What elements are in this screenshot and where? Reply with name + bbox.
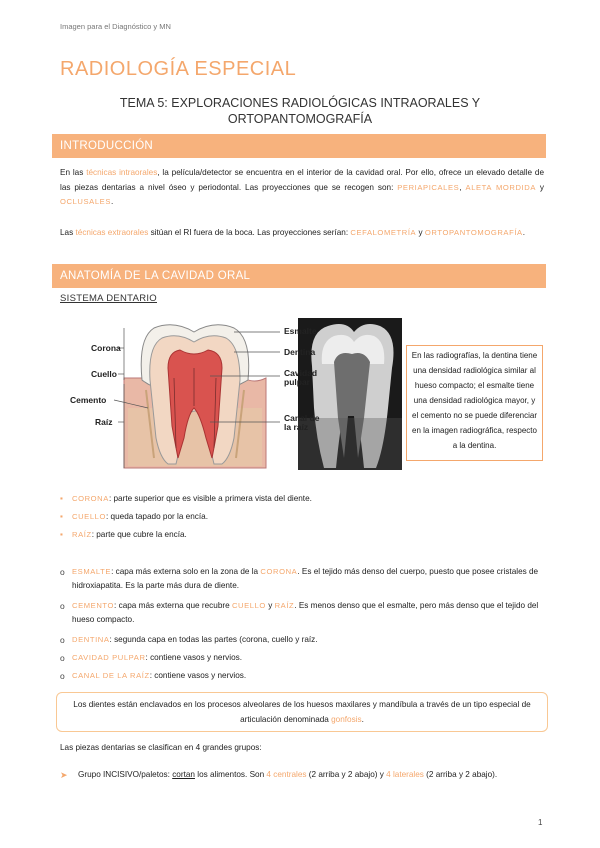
list-item-canal-raiz: o CANAL DE LA RAÍZ: contiene vasos y nervios.: [60, 671, 247, 681]
section-heading-intro: INTRODUCCIÓN: [52, 134, 546, 158]
bullet-icon: ▪: [60, 494, 63, 503]
tooth-xray-image: [298, 318, 402, 470]
list-item-dentina: o DENTINA: segunda capa en todas las partes (corona, cuello y raíz.: [60, 635, 318, 645]
list-item-cavidad-pulpar: o CAVIDAD PULPAR: contiene vasos y nervios.: [60, 653, 243, 663]
label-esmalte: Esmalte: [284, 326, 317, 336]
running-header: Imagen para el Diagnóstico y MN: [60, 22, 171, 31]
arrow-bullet-icon: ➤: [60, 770, 68, 780]
radiography-note-box: En las radiografías, la dentina tiene una densidad radiológica similar al hueso compacto; el esmalte tiene una densidad radiológica mayor, y el cemento no se puede diferenciar en la imagen radiográfica, respecto a la dentina.: [406, 345, 543, 461]
section-heading-anatomy: ANATOMÍA DE LA CAVIDAD ORAL: [52, 264, 546, 288]
label-cavidad-pulpar: Cavidad pulpar: [284, 368, 318, 387]
circle-bullet-icon: o: [60, 653, 65, 663]
bullet-icon: ▪: [60, 512, 63, 521]
intro-paragraph-1: En las técnicas intraorales, la película/detector se encuentra en el interior de la cavidad oral. Por ello, ofrece un elevado detalle de las piezas dentarias a nivel óseo y periodontal. Las proyecciones que se recogen son: PERIAPICALES, ALETA MORDIDA y OCLUSALES.: [60, 168, 545, 206]
circle-bullet-icon: o: [60, 567, 65, 577]
circle-bullet-icon: o: [60, 671, 65, 681]
circle-bullet-icon: o: [60, 635, 65, 645]
topic-title: [60, 95, 540, 127]
label-canal-raiz: Canal de la raíz: [284, 413, 320, 432]
list-item-raiz: ▪ RAÍZ: parte que cubre la encía.: [60, 530, 187, 539]
gonfosis-note-box: Los dientes están enclavados en los procesos alveolares de los huesos maxilares y mandíbula a través de un tipo especial de articulación denominada gonfosis.: [56, 692, 548, 732]
subheading-dental-system: SISTEMA DENTARIO: [60, 293, 157, 304]
intro-paragraph-2: Las técnicas extraorales sitúan el RI fuera de la boca. Las proyecciones serían: CEFALOMETRÍA y ORTOPANTOMOGRAFÍA.: [60, 228, 525, 237]
circle-bullet-icon: o: [60, 601, 65, 611]
list-item-esmalte: o ESMALTE: capa más externa solo en la zona de la CORONA. Es el tejido más denso del cuerpo, puesto que posee cristales de hidroxiapatita. Es la parte más dura de diente.: [60, 567, 539, 590]
label-dentina: Dentina: [284, 347, 316, 357]
list-item-cemento: o CEMENTO: capa más externa que recubre CUELLO y RAÍZ. Es menos denso que el esmalte, pero más denso que el tejido del hueso compacto.: [60, 601, 539, 624]
label-raiz: Raíz: [95, 417, 113, 427]
label-cemento: Cemento: [70, 395, 107, 405]
topic-title-line1: TEMA 5: EXPLORACIONES RADIOLÓGICAS INTRAORALES Y: [119, 96, 481, 110]
groups-intro: Las piezas dentarias se clasifican en 4 grandes grupos:: [60, 743, 262, 752]
label-cuello: Cuello: [91, 369, 117, 379]
bullet-icon: ▪: [60, 530, 63, 539]
list-item-corona: ▪ CORONA: parte superior que es visible a primera vista del diente.: [60, 494, 312, 503]
topic-title-line2: ORTOPANTOMOGRAFÍA: [227, 112, 373, 126]
label-corona: Corona: [91, 343, 121, 353]
list-item-incisive-group: ➤ Grupo INCISIVO/paletos: cortan los alimentos. Son 4 centrales (2 arriba y 2 abajo) y 4 laterales (2 arriba y 2 abajo).: [60, 770, 498, 780]
page-number: 1: [538, 818, 543, 827]
list-item-cuello: ▪ CUELLO: queda tapado por la encía.: [60, 512, 208, 521]
document-title: RADIOLOGÍA ESPECIAL: [60, 58, 297, 80]
